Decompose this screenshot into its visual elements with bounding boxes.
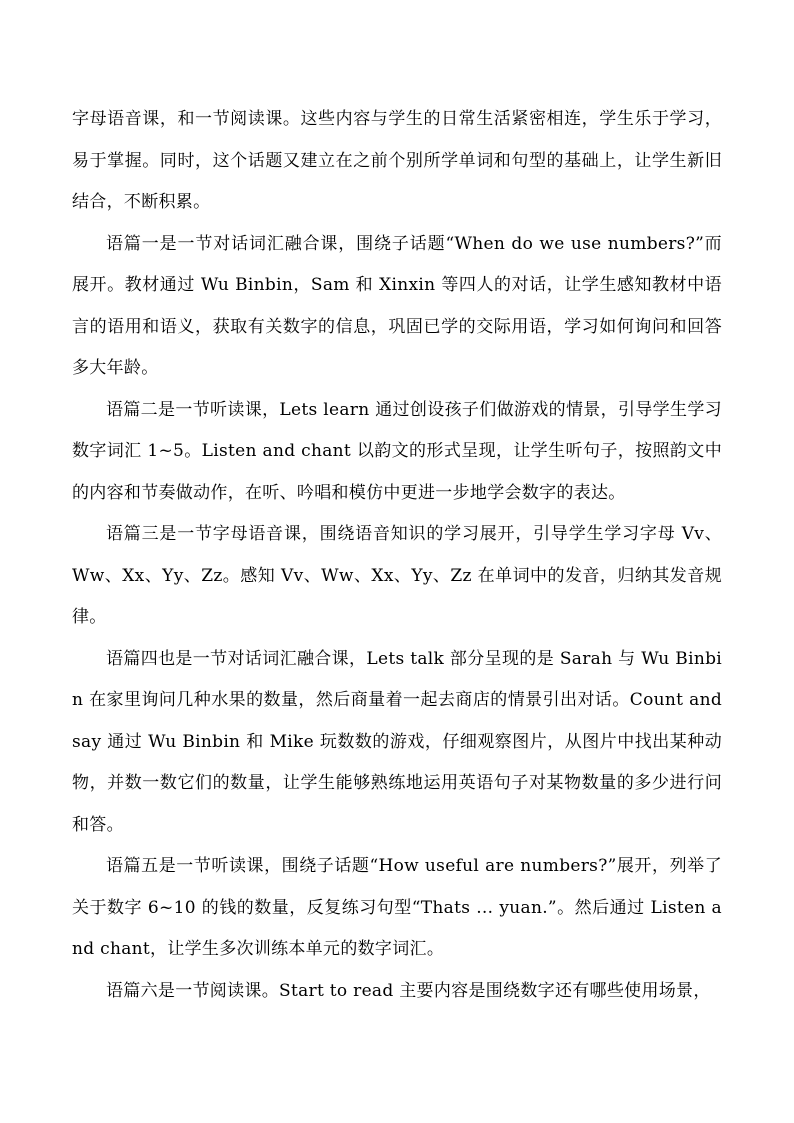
paragraph-text-three: 语篇三是一节字母语音课，围绕语音知识的学习展开，引导学生学习字母 Vv、Ww、Xx、Yy、Zz。感知 Vv、Ww、Xx、Yy、Zz 在单词中的发音，归纳其发音规律。: [72, 524, 722, 627]
paragraph-text-two: 语篇二是一节听读课，Lets learn 通过创设孩子们做游戏的情景，引导学生学习数字词汇 1~5。Listen and chant 以韵文的形式呈现，让学生听句子，按照韵文中的内容和节奏做动作，在听、吟唱和模仿中更进一步地学会数字的表达。: [72, 399, 722, 503]
paragraph-text-five: 语篇五是一节听读课，围绕子话题“How useful are numbers?”展开，列举了关于数字 6~10 的钱的数量，反复练习句型“Thats … yuan.”。然后通过 Listen and chant，让学生多次训练本单元的数字词汇。: [72, 856, 722, 959]
paragraph-text-six: 语篇六是一节阅读课。Start to read 主要内容是围绕数字还有哪些使用场景，: [106, 980, 711, 1001]
paragraph-text-four: 语篇四也是一节对话词汇融合课，Lets talk 部分呈现的是 Sarah 与 Wu Binbin 在家里询问几种水果的数量，然后商量着一起去商店的情景引出对话。Count and say 通过 Wu Binbin 和 Mike 玩数数的游戏，仔细观察图片，从图片中找出某种动物，并数一数它们的数量，让学生能够熟练地运用英语句子对某物数量的多少进行问和答。: [72, 648, 722, 835]
paragraph-text-one: 语篇一是一节对话词汇融合课，围绕子话题“When do we use numbers?”而展开。教材通过 Wu Binbin，Sam 和 Xinxin 等四人的对话，让学生感知教材中语言的语用和语义，获取有关数字的信息，巩固已学的交际用语，学习如何询问和回答多大年龄。: [72, 233, 722, 378]
document-body: [72, 99, 722, 1012]
paragraph-continuation: 字母语音课，和一节阅读课。这些内容与学生的日常生活紧密相连，学生乐于学习，易于掌握。同时，这个话题又建立在之前个别所学单词和句型的基础上，让学生新旧结合，不断积累。: [72, 109, 722, 212]
